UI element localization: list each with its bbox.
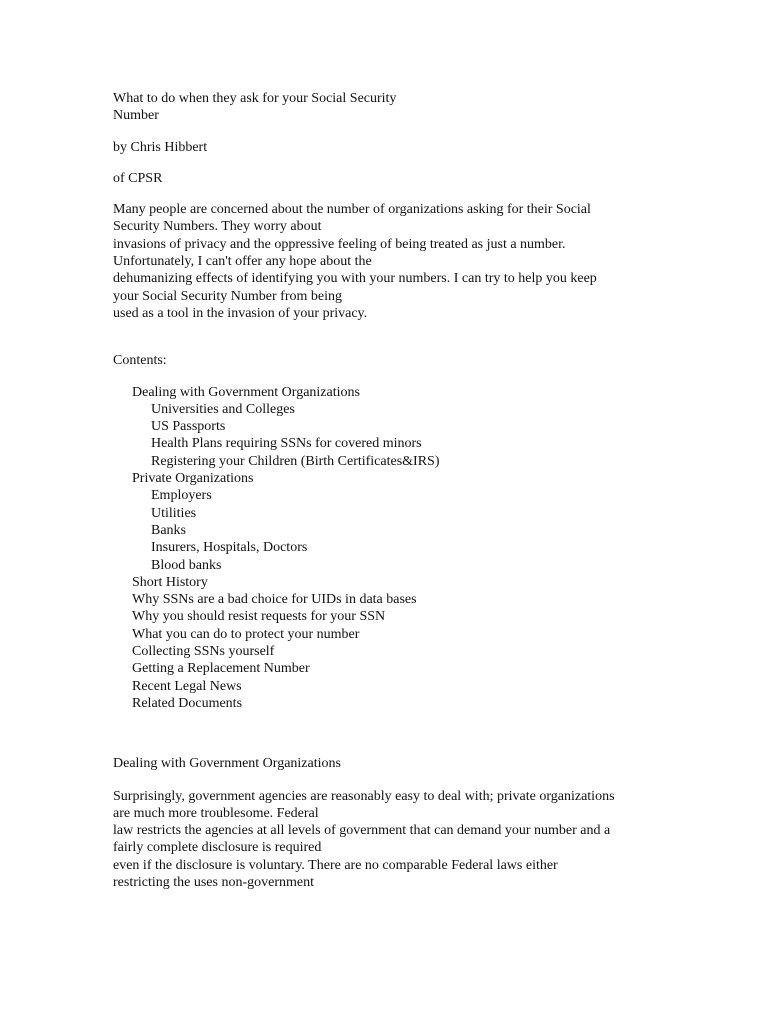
intro-paragraph (113, 201, 673, 322)
paragraph-line: law restricts the agencies at all levels of government that can demand your number and a (113, 823, 611, 839)
title-line: What to do when they ask for your Social Security (113, 91, 397, 106)
toc-item-private-organizations: Private Organizations (132, 471, 254, 487)
toc-item-blood-banks: Blood banks (151, 557, 222, 573)
toc-item-collecting-ssns: Collecting SSNs yourself (132, 644, 275, 660)
paragraph-line: are much more troublesome. Federal (113, 805, 319, 821)
author-byline (113, 139, 673, 156)
toc-item-passports: US Passports (151, 419, 226, 435)
toc-item-related-documents: Related Documents (132, 695, 243, 711)
toc-item-banks: Banks (151, 522, 186, 538)
paragraph-line: restricting the uses non-government (113, 874, 315, 890)
byline-text: by Chris Hibbert (113, 139, 208, 155)
toc-item-resist-requests: Why you should resist requests for your SSN (132, 609, 386, 625)
toc-item-replacement-number: Getting a Replacement Number (132, 661, 310, 677)
paragraph-line: fairly complete disclosure is required (113, 840, 322, 856)
toc-item-universities: Universities and Colleges (151, 401, 295, 417)
document-title (113, 90, 673, 125)
contents-heading (113, 352, 673, 369)
paragraph-line: your Social Security Number from being (113, 288, 343, 304)
toc-item-health-plans: Health Plans requiring SSNs for covered minors (151, 436, 422, 452)
paragraph-line: Many people are concerned about the number of organizations asking for their Social (113, 202, 591, 218)
contents-label: Contents: (113, 353, 167, 369)
paragraph-line: used as a tool in the invasion of your privacy. (113, 305, 368, 321)
paragraph-line: Security Numbers. They worry about (113, 219, 322, 235)
title-line: Number (113, 108, 159, 124)
section-heading-text: Dealing with Government Organizations (113, 756, 341, 772)
toc-item-ssn-uids: Why SSNs are a bad choice for UIDs in data bases (132, 592, 417, 608)
author-affiliation (113, 170, 673, 187)
table-of-contents (113, 384, 673, 713)
toc-item-insurers: Insurers, Hospitals, Doctors (151, 540, 308, 556)
toc-item-utilities: Utilities (151, 505, 197, 521)
paragraph-line: dehumanizing effects of identifying you with your numbers. I can try to help you keep (113, 271, 597, 287)
affiliation-text: of CPSR (113, 170, 163, 186)
toc-item-government-organizations: Dealing with Government Organizations (132, 384, 360, 400)
section-heading (113, 755, 673, 772)
toc-item-protect-number: What you can do to protect your number (132, 626, 360, 642)
toc-item-registering-children: Registering your Children (Birth Certificates&IRS) (151, 453, 440, 469)
toc-item-employers: Employers (151, 488, 212, 504)
toc-item-legal-news: Recent Legal News (132, 678, 242, 694)
document-page (113, 90, 673, 891)
paragraph-line: invasions of privacy and the oppressive feeling of being treated as just a number. (113, 236, 566, 252)
toc-item-short-history: Short History (132, 574, 208, 590)
paragraph-line: even if the disclosure is voluntary. There are no comparable Federal laws either (113, 857, 558, 873)
paragraph-line: Surprisingly, government agencies are reasonably easy to deal with; private organizations (113, 788, 615, 804)
section-paragraph (113, 788, 673, 892)
paragraph-line: Unfortunately, I can't offer any hope about the (113, 254, 372, 270)
